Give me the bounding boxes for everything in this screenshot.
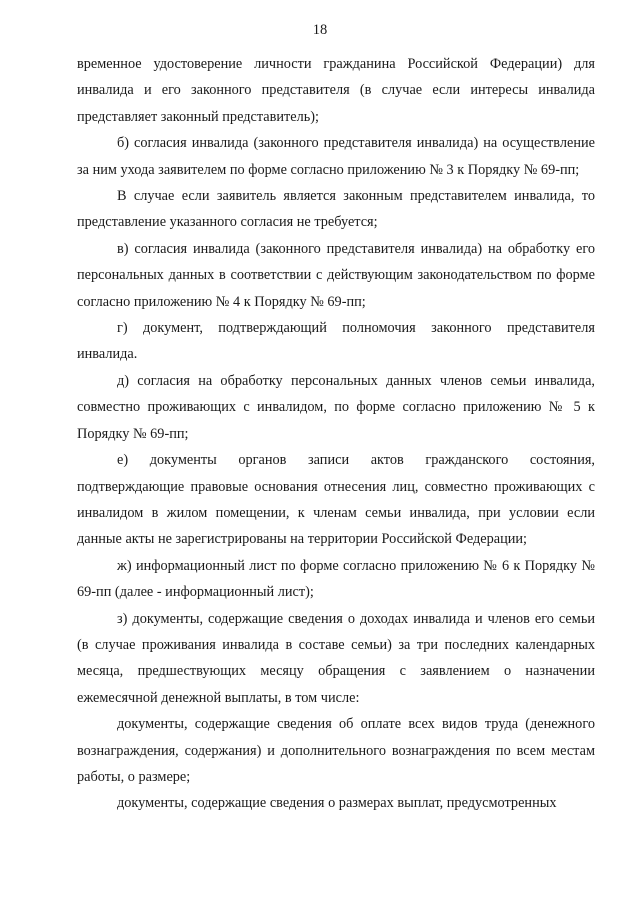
paragraph-item-v: в) согласия инвалида (законного представителя инвалида) на обработку его персональных данных в соответствии с действующим законодательством по форме согласно приложению № 4 к Порядку № 69-пп; xyxy=(77,240,595,310)
paragraph-payment-docs: документы, содержащие сведения о размерах выплат, предусмотренных xyxy=(117,795,557,812)
paragraph-id-document: временное удостоверение личности гражданина Российской Федерации) для инвалида и его законного представителя (в случае если интересы инвалида представляет законный представитель); xyxy=(77,56,595,125)
paragraph-income-docs: документы, содержащие сведения об оплате всех видов труда (денежного вознаграждения, содержания) и дополнительного вознаграждения по всем местам работы, о размере; xyxy=(77,716,595,785)
paragraph-item-zh: ж) информационный лист по форме согласно приложению № 6 к Порядку № 69-пп (далее - информационный лист); xyxy=(77,557,595,601)
paragraph-item-d: д) согласия на обработку персональных данных членов семьи инвалида, совместно проживающих с инвалидом, по форме согласно приложению № 5 к Порядку № 69-пп; xyxy=(77,372,595,442)
paragraph-item-e: е) документы органов записи актов гражданского состояния, подтверждающие правовые основания отнесения лиц, совместно проживающих с инвалидом в жилом помещении, к членам семьи инвалида, при условии если данные акты не зарегистрированы на территории Российской Федерации; xyxy=(77,452,595,548)
paragraph-note-legal-representative: В случае если заявитель является законным представителем инвалида, то представление указанного согласия не требуется; xyxy=(77,188,595,231)
paragraph-item-z: з) документы, содержащие сведения о доходах инвалида и членов его семьи (в случае проживания инвалида в составе семьи) за три последних календарных месяца, предшествующих месяцу обращения с заявлением о назначении ежемесячной денежной выплаты, в том числе: xyxy=(77,610,595,706)
paragraph-item-b: б) согласия инвалида (законного представителя инвалида) на осуществление за ним ухода заявителем по форме согласно приложению № 3 к Порядку № 69-пп; xyxy=(77,135,595,178)
document-body xyxy=(77,51,595,817)
paragraph-item-g: г) документ, подтверждающий полномочия законного представителя инвалида. xyxy=(77,320,595,363)
page-number: 18 xyxy=(312,22,328,38)
